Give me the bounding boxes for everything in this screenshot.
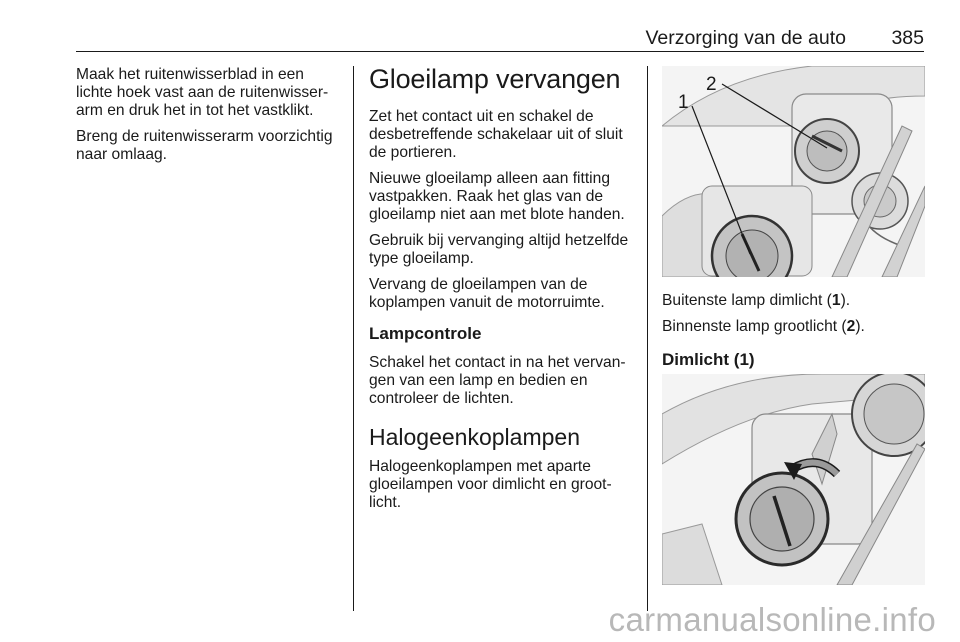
callout-1: 1: [678, 92, 689, 113]
caption-inner-suffix: ).: [855, 318, 865, 335]
callout-2: 2: [706, 74, 717, 95]
same-type-paragraph: Gebruik bij vervanging altijd hetzelfde type gloeilamp.: [369, 232, 629, 267]
column-divider-left: [353, 66, 354, 611]
caption-outer-prefix: Buitenste lamp dimlicht (: [662, 292, 832, 309]
lampcontrole-heading: Lampcontrole: [369, 324, 482, 343]
ignition-off-paragraph: Zet het contact uit en schakel de desbetreffende schakelaar uit of sluit de portieren.: [369, 108, 623, 161]
watermark: carmanualsonline.info: [608, 601, 936, 638]
header-rule: [76, 51, 924, 52]
engine-bay-paragraph: Vervang de gloeilampen van de koplampen vanuit de motorruimte.: [369, 276, 605, 311]
caption-outer-num: 1: [831, 292, 841, 309]
wiper-lower-paragraph: Breng de ruitenwisserarm voorzichtig naar omlaag.: [76, 128, 333, 163]
caption-outer-suffix: ).: [840, 292, 851, 309]
section-title: Gloeilamp vervangen: [369, 64, 621, 94]
middle-column: [369, 64, 637, 520]
column-divider-right: [647, 66, 648, 611]
dimlicht-heading: Dimlicht (1): [662, 350, 755, 369]
page-number: 385: [891, 27, 924, 49]
lampcontrole-paragraph: Schakel het contact in na het vervan-gen van een lamp en bedien en controleer de lichten.: [369, 354, 626, 407]
caption-inner-prefix: Binnenste lamp grootlicht (: [662, 318, 847, 335]
handle-bulb-paragraph: Nieuwe gloeilamp alleen aan fitting vastpakken. Raak het glas van de gloeilamp niet aan met blote handen.: [369, 170, 625, 223]
page-header-title: Verzorging van de auto: [645, 27, 846, 49]
halogen-heading: Halogeenkoplampen: [369, 424, 580, 450]
halogen-paragraph: Halogeenkoplampen met aparte gloeilampen voor dimlicht en groot-licht.: [369, 458, 612, 511]
wiper-attach-paragraph: Maak het ruitenwisserblad in een lichte hoek vast aan de ruitenwisser-arm en druk het in tot het vastklikt.: [76, 66, 329, 119]
caption-inner-lamp: [662, 318, 927, 336]
right-text: [662, 292, 927, 380]
caption-outer-lamp: [662, 292, 927, 310]
headlamp-figure-1: [662, 66, 925, 277]
headlamp-figure-2: [662, 374, 925, 585]
caption-inner-num: 2: [846, 318, 856, 335]
left-column: [76, 66, 341, 172]
